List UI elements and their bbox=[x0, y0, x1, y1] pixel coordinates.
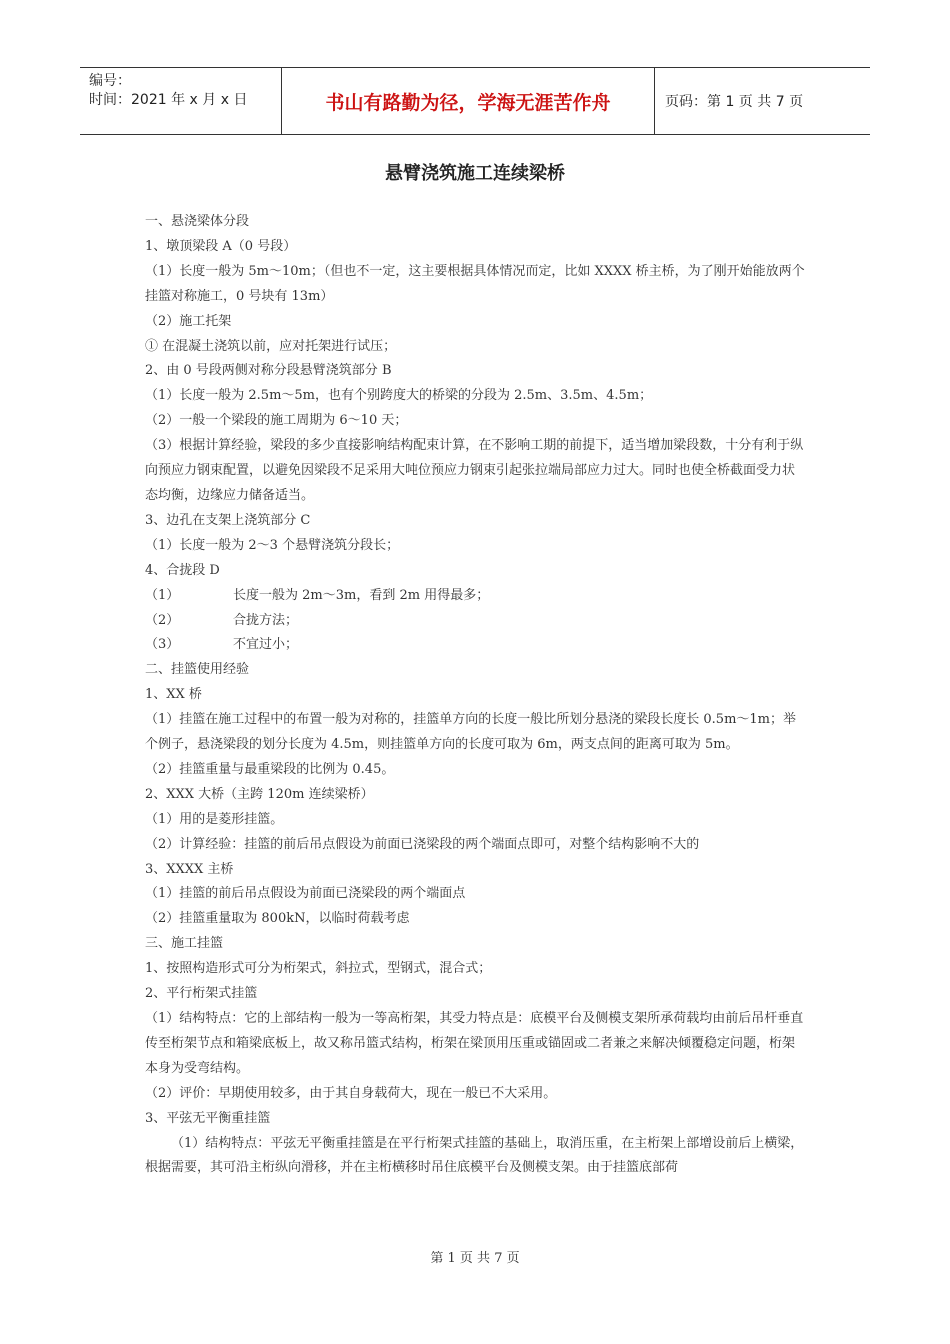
paragraph: （2）挂篮重量取为 800kN，以临时荷载考虑 bbox=[145, 911, 410, 927]
paragraph: （3）根据计算经验，梁段的多少直接影响结构配束计算，在不影响工期的前提下，适当增加梁段数，十分有利于纵向预应力钢束配置，以避免因梁段不足采用大吨位预应力钢束引起张拉端局部应力过大。同时也使全桥截面受力状态均衡，边缘应力储备适当。 bbox=[145, 438, 804, 503]
list-item-number: （2） bbox=[145, 612, 180, 628]
paragraph: 1、墩顶梁段 A（0 号段） bbox=[145, 238, 297, 254]
paragraph: （1）长度一般为 2.5m～5m，也有个别跨度大的桥梁的分段为 2.5m、3.5m、4.5m； bbox=[145, 388, 653, 404]
document-header bbox=[80, 67, 870, 135]
paragraph: （1）长度一般为 5m～10m；（但也不一定，这主要根据具体情况而定，比如 XXXX 桥主桥，为了刚开始能放两个挂篮对称施工，0 号块有 13m） bbox=[145, 263, 805, 304]
document-date-label: 时间：2021 年 x 月 x 日 bbox=[89, 92, 248, 108]
paragraph: 一、悬浇梁体分段 bbox=[145, 214, 250, 229]
document-number-label: 编号： bbox=[89, 73, 131, 89]
paragraph: （2）挂篮重量与最重梁段的比例为 0.45。 bbox=[145, 761, 395, 777]
list-item bbox=[145, 584, 807, 609]
list-item-number: （1） bbox=[145, 587, 180, 603]
list-item-text: 合拢方法； bbox=[233, 612, 299, 628]
paragraph: （2）计算经验：挂篮的前后吊点假设为前面已浇梁段的两个端面点即可，对整个结构影响不大的 bbox=[145, 836, 700, 852]
list-item-text: 不宜过小； bbox=[233, 637, 299, 653]
paragraph: （2）评价：早期使用较多，由于其自身载荷大，现在一般已不大采用。 bbox=[145, 1085, 557, 1101]
document-title: 悬臂浇筑施工连续梁桥 bbox=[385, 163, 565, 184]
paragraph: 3、边孔在支架上浇筑部分 C bbox=[145, 512, 311, 528]
header-motto: 书山有路勤为径，学海无涯苦作舟 bbox=[281, 68, 655, 134]
header-info bbox=[80, 68, 281, 134]
paragraph: 3、XXXX 主桥 bbox=[145, 861, 234, 877]
paragraph: 3、平弦无平衡重挂篮 bbox=[145, 1110, 271, 1126]
paragraph: 1、按照构造形式可分为桁架式，斜拉式，型钢式，混合式； bbox=[145, 961, 492, 977]
list-item bbox=[145, 633, 807, 658]
paragraph: 二、挂篮使用经验 bbox=[145, 662, 250, 678]
list-item bbox=[145, 609, 807, 634]
paragraph: 1、XX 桥 bbox=[145, 687, 202, 703]
paragraph: 4、合拢段 D bbox=[145, 562, 220, 578]
list-item-number: （3） bbox=[145, 637, 180, 653]
page-footer: 第 1 页 共 7 页 bbox=[430, 1251, 520, 1266]
paragraph: （1）结构特点：它的上部结构一般为一等高桁架，其受力特点是：底模平台及侧模支架所承荷载均由前后吊杆垂直传至桁架节点和箱梁底板上，故又称吊篮式结构，桁架在梁顶用压重或锚固或二者兼之来解决倾覆稳定问题，桁架本身为受弯结构。 bbox=[145, 1011, 804, 1076]
paragraph: （1）挂篮在施工过程中的布置一般为对称的，挂篮单方向的长度一般比所划分悬浇的梁段长度长 0.5m～1m；举个例子，悬浇梁段的划分长度为 4.5m，则挂篮单方向的长度可取为 6m，两支点间的距离可取为 5m。 bbox=[145, 712, 797, 753]
header-page-number: 页码：第 1 页 共 7 页 bbox=[665, 94, 804, 110]
paragraph: （2）一般一个梁段的施工周期为 6～10 天； bbox=[145, 413, 408, 429]
paragraph: （1）挂篮的前后吊点假设为前面已浇梁段的两个端面点 bbox=[145, 886, 466, 902]
paragraph: （1）用的是菱形挂篮。 bbox=[145, 811, 284, 827]
paragraph: 2、XXX 大桥（主跨 120m 连续梁桥） bbox=[145, 786, 374, 802]
list-item-text: 长度一般为 2m～3m，看到 2m 用得最多； bbox=[233, 587, 490, 603]
paragraph: 2、平行桁架式挂篮 bbox=[145, 986, 258, 1002]
paragraph: （2）施工托架 bbox=[145, 313, 232, 329]
paragraph: （1）结构特点：平弦无平衡重挂篮是在平行桁架式挂篮的基础上，取消压重，在主桁架上部增设前后上横梁，根据需要，其可沿主桁纵向滑移，并在主桁横移时吊住底模平台及侧模支架。由于挂篮底部荷 bbox=[145, 1135, 804, 1176]
paragraph: 2、由 0 号段两侧对称分段悬臂浇筑部分 B bbox=[145, 363, 392, 379]
paragraph: （1）长度一般为 2～3 个悬臂浇筑分段长； bbox=[145, 537, 400, 553]
document-body bbox=[145, 210, 807, 1181]
paragraph: 三、施工挂篮 bbox=[145, 936, 224, 952]
paragraph: ① 在混凝土浇筑以前，应对托架进行试压； bbox=[145, 338, 397, 354]
